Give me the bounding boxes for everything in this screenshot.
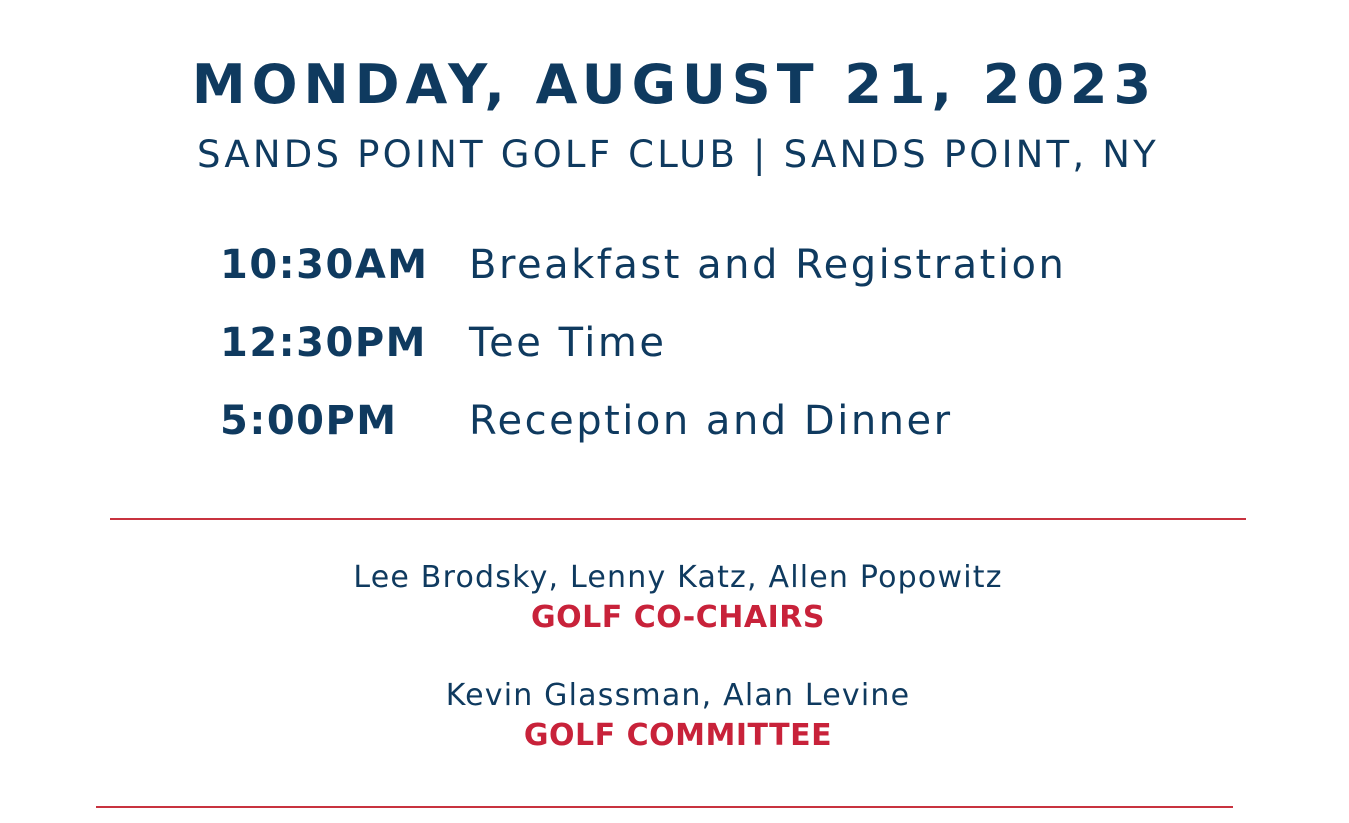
schedule-row <box>220 226 1200 304</box>
schedule-description: Breakfast and Registration <box>469 242 1067 288</box>
schedule-row <box>220 304 1200 382</box>
golf-committee-group <box>0 676 1349 756</box>
section-divider-bottom <box>96 806 1233 808</box>
schedule-description: Tee Time <box>469 320 667 366</box>
co-chairs-title: GOLF CO-CHAIRS <box>531 600 825 635</box>
event-schedule <box>220 226 1200 460</box>
committee-title: GOLF COMMITTEE <box>523 718 833 753</box>
golf-co-chairs-group <box>0 558 1349 638</box>
schedule-time: 5:00PM <box>220 398 398 444</box>
schedule-description: Reception and Dinner <box>469 398 953 444</box>
schedule-time: 12:30PM <box>220 320 427 366</box>
section-divider-top <box>110 518 1246 520</box>
schedule-row <box>220 382 1200 460</box>
co-chairs-names: Lee Brodsky, Lenny Katz, Allen Popowitz <box>353 560 1003 595</box>
committee-names: Kevin Glassman, Alan Levine <box>445 678 911 713</box>
event-date-heading: MONDAY, AUGUST 21, 2023 <box>191 53 1158 116</box>
event-venue-subheading: SANDS POINT GOLF CLUB | SANDS POINT, NY <box>197 133 1159 176</box>
schedule-time: 10:30AM <box>220 242 429 288</box>
